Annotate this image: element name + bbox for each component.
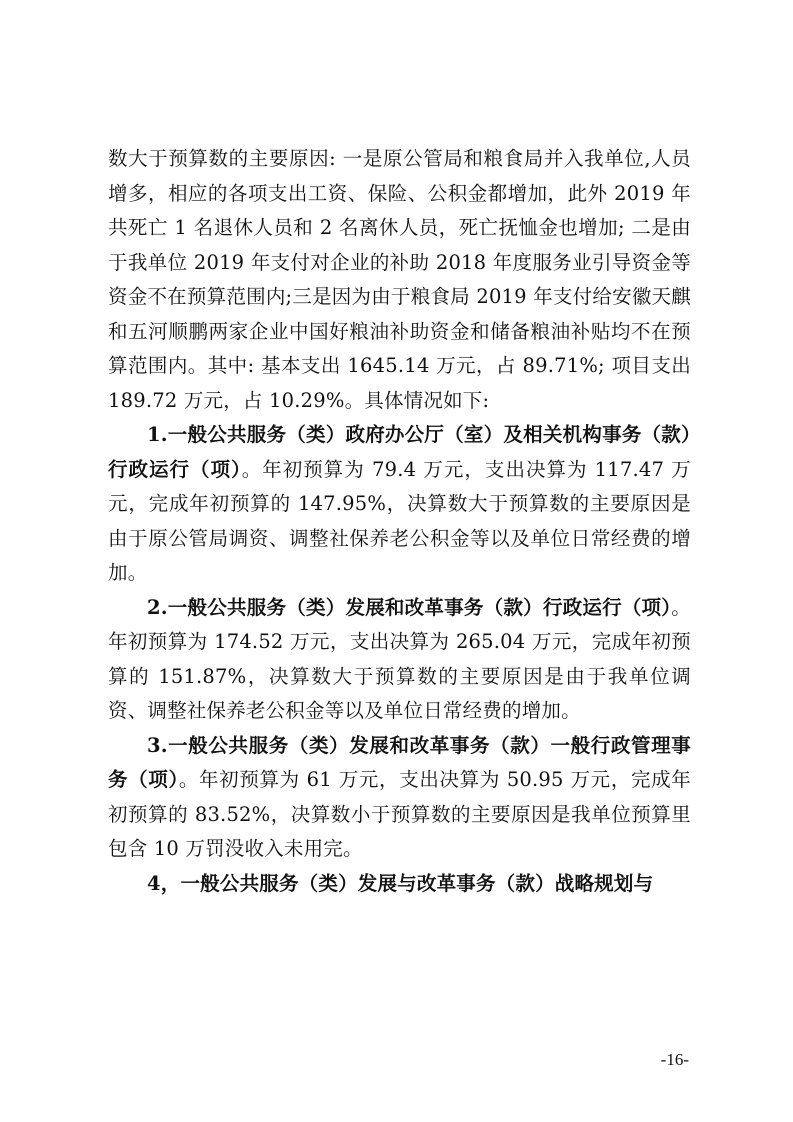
paragraph-text: 。年初预算为 79.4 万元，支出决算为 117.47 万元，完成年初预算的 147.95%，决算数大于预算数的主要原因是由于原公管局调资、调整社保养老公积金等以及单位日常经费的增加。: [108, 457, 691, 584]
paragraph-text: 。年初预算为 174.52 万元，支出决算为 265.04 万元，完成年初预算的 151.87%，决算数大于预算数的主要原因是由于我单位调资、调整社保养老公积金等以及单位日常经费的增加。: [108, 595, 691, 722]
paragraph-text: 数大于预算数的主要原因: 一是原公管局和粮食局并入我单位,人员增多，相应的各项支出工资、保险、公积金都增加，此外 2019 年共死亡 1 名退休人员和 2 名离休人员，死亡抚恤金也增加; 二是由于我单位 2019 年支付对企业的补助 2018 年度服务业引导资金等资金不在预算范围内;三是因为由于粮食局 2019 年支付给安徽天麒和五河顺鹏两家企业中国好粮油补助资金和储备粮油补贴均不在预算范围内。其中: 基本支出 1645.14 万元，占 89.71%; 项目支出 189.72 万元，占 10.29%。具体情况如下:: [108, 147, 691, 412]
paragraph-heading: 2.一般公共服务（类）发展和改革事务（款）行政运行（项）: [147, 595, 672, 619]
page-number: -16-: [660, 1050, 689, 1069]
paragraph-item-2: [108, 591, 691, 729]
paragraph-item-4: [108, 867, 691, 902]
paragraph-item-3: [108, 729, 691, 867]
paragraph-budget-reasons: [108, 142, 691, 418]
document-body: [108, 142, 691, 901]
paragraph-item-1: [108, 418, 691, 591]
paragraph-heading: 3.一般公共服务（类）发展和改革事务（款）一般行政管理事务（项）: [108, 733, 691, 791]
paragraph-heading: 1.一般公共服务（类）政府办公厅（室）及相关机构事务（款）行政运行（项）: [108, 423, 691, 481]
paragraph-text: 。年初预算为 61 万元，支出决算为 50.95 万元，完成年初预算的 83.52%，决算数小于预算数的主要原因是我单位预算里包含 10 万罚没收入未用完。: [108, 768, 691, 860]
paragraph-heading: 4，一般公共服务（类）发展与改革事务（款）战略规划与: [147, 871, 654, 895]
